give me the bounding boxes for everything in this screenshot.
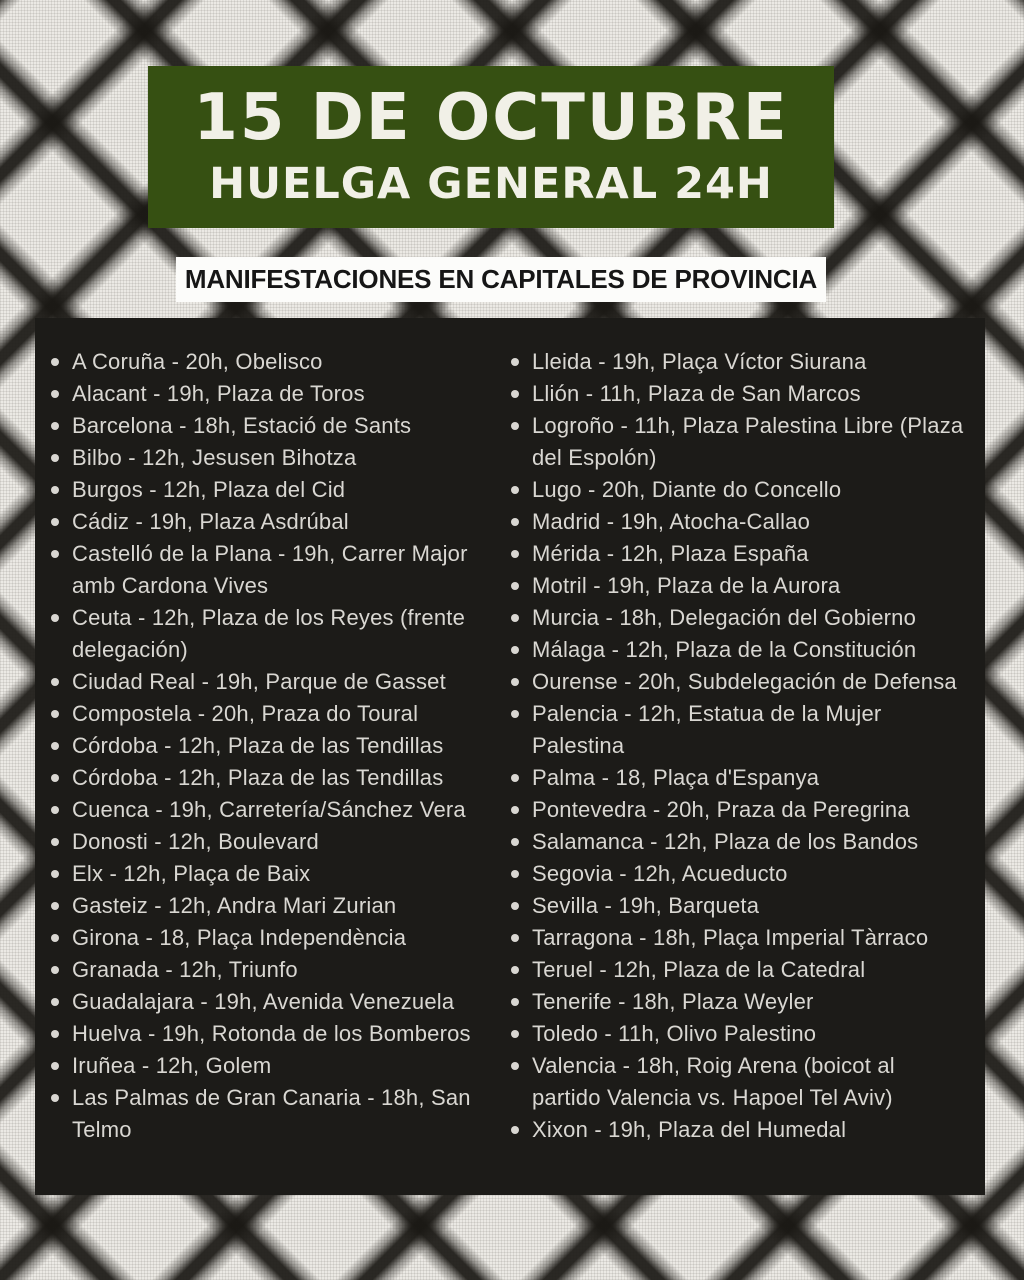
- list-item: [51, 346, 511, 378]
- list-item-text: Huelva - 19h, Rotonda de los Bomberos: [72, 1021, 471, 1046]
- list-item-text: Córdoba - 12h, Plaza de las Tendillas: [72, 765, 444, 790]
- list-item: [511, 506, 966, 538]
- bullet-icon: [51, 966, 59, 974]
- bullet-icon: [51, 678, 59, 686]
- bullet-icon: [511, 646, 519, 654]
- list-item: [511, 410, 966, 474]
- list-item-text: Gasteiz - 12h, Andra Mari Zurian: [72, 893, 397, 918]
- list-item: [511, 602, 966, 634]
- list-item: [511, 474, 966, 506]
- list-item: [51, 730, 511, 762]
- bullet-icon: [51, 902, 59, 910]
- bullet-icon: [51, 358, 59, 366]
- bullet-icon: [51, 742, 59, 750]
- list-item-text: Las Palmas de Gran Canaria - 18h, San Telmo: [72, 1085, 471, 1142]
- list-item: [511, 1114, 966, 1146]
- list-item: [51, 666, 511, 698]
- list-item-text: Castelló de la Plana - 19h, Carrer Major amb Cardona Vives: [72, 541, 468, 598]
- list-item: [511, 890, 966, 922]
- events-panel: [35, 318, 985, 1195]
- bullet-icon: [51, 934, 59, 942]
- list-item-text: Lleida - 19h, Plaça Víctor Siurana: [532, 349, 867, 374]
- list-item-text: Teruel - 12h, Plaza de la Catedral: [532, 957, 866, 982]
- list-item-text: Lugo - 20h, Diante do Concello: [532, 477, 842, 502]
- list-item: [51, 474, 511, 506]
- list-item: [51, 826, 511, 858]
- list-item: [511, 666, 966, 698]
- bullet-icon: [51, 1062, 59, 1070]
- events-column-left: [51, 346, 511, 1195]
- bullet-icon: [511, 934, 519, 942]
- list-item-text: Motril - 19h, Plaza de la Aurora: [532, 573, 841, 598]
- list-item-text: Barcelona - 18h, Estació de Sants: [72, 413, 412, 438]
- list-item-text: Burgos - 12h, Plaza del Cid: [72, 477, 346, 502]
- list-item: [511, 922, 966, 954]
- list-item: [511, 570, 966, 602]
- bullet-icon: [51, 390, 59, 398]
- list-item: [511, 858, 966, 890]
- list-item-text: Cuenca - 19h, Carretería/Sánchez Vera: [72, 797, 466, 822]
- list-item-text: Llión - 11h, Plaza de San Marcos: [532, 381, 861, 406]
- list-item-text: Toledo - 11h, Olivo Palestino: [532, 1021, 817, 1046]
- list-item: [51, 954, 511, 986]
- list-item-text: Murcia - 18h, Delegación del Gobierno: [532, 605, 917, 630]
- bullet-icon: [51, 550, 59, 558]
- list-item-text: Ciudad Real - 19h, Parque de Gasset: [72, 669, 446, 694]
- bullet-icon: [51, 454, 59, 462]
- bullet-icon: [51, 518, 59, 526]
- bullet-icon: [511, 1030, 519, 1038]
- list-item-text: Girona - 18, Plaça Independència: [72, 925, 407, 950]
- list-item: [511, 378, 966, 410]
- list-item-text: Pontevedra - 20h, Praza da Peregrina: [532, 797, 910, 822]
- list-item: [511, 1050, 966, 1114]
- list-item-text: Iruñea - 12h, Golem: [72, 1053, 272, 1078]
- list-item: [511, 698, 966, 762]
- list-item: [51, 890, 511, 922]
- list-item: [511, 826, 966, 858]
- list-item-text: Guadalajara - 19h, Avenida Venezuela: [72, 989, 455, 1014]
- list-item: [511, 954, 966, 986]
- list-item-text: Segovia - 12h, Acueducto: [532, 861, 788, 886]
- bullet-icon: [511, 486, 519, 494]
- banner-title-line2: HUELGA GENERAL 24H: [209, 159, 773, 210]
- bullet-icon: [511, 358, 519, 366]
- subtitle-bar: [176, 257, 826, 302]
- bullet-icon: [51, 806, 59, 814]
- bullet-icon: [511, 806, 519, 814]
- bullet-icon: [51, 486, 59, 494]
- bullet-icon: [51, 870, 59, 878]
- bullet-icon: [51, 710, 59, 718]
- bullet-icon: [51, 774, 59, 782]
- bullet-icon: [511, 582, 519, 590]
- list-item: [51, 986, 511, 1018]
- list-item-text: Alacant - 19h, Plaza de Toros: [72, 381, 365, 406]
- bullet-icon: [511, 1062, 519, 1070]
- list-item-text: Mérida - 12h, Plaza España: [532, 541, 809, 566]
- list-item-text: Palma - 18, Plaça d'Espanya: [532, 765, 820, 790]
- banner-title-line1: 15 DE OCTUBRE: [193, 80, 789, 155]
- list-item: [511, 794, 966, 826]
- list-item: [511, 346, 966, 378]
- subtitle-text: MANIFESTACIONES EN CAPITALES DE PROVINCIA: [184, 264, 818, 294]
- list-item: [51, 442, 511, 474]
- list-item: [511, 762, 966, 794]
- list-item: [511, 1018, 966, 1050]
- list-item-text: Córdoba - 12h, Plaza de las Tendillas: [72, 733, 444, 758]
- strike-banner: [148, 66, 834, 228]
- list-item: [51, 762, 511, 794]
- list-item: [51, 1050, 511, 1082]
- bullet-icon: [511, 998, 519, 1006]
- list-item: [51, 506, 511, 538]
- bullet-icon: [51, 998, 59, 1006]
- bullet-icon: [511, 422, 519, 430]
- bullet-icon: [51, 1094, 59, 1102]
- list-item-text: Tenerife - 18h, Plaza Weyler: [532, 989, 814, 1014]
- bullet-icon: [51, 838, 59, 846]
- list-item: [511, 538, 966, 570]
- bullet-icon: [511, 774, 519, 782]
- list-item-text: A Coruña - 20h, Obelisco: [72, 349, 323, 374]
- bullet-icon: [511, 518, 519, 526]
- bullet-icon: [511, 550, 519, 558]
- list-item-text: Ourense - 20h, Subdelegación de Defensa: [532, 669, 957, 694]
- list-item: [51, 378, 511, 410]
- bullet-icon: [511, 1126, 519, 1134]
- list-item: [511, 986, 966, 1018]
- bullet-icon: [511, 614, 519, 622]
- list-item: [51, 922, 511, 954]
- bullet-icon: [511, 838, 519, 846]
- list-item-text: Xixon - 19h, Plaza del Humedal: [532, 1117, 847, 1142]
- list-item: [51, 858, 511, 890]
- list-item: [51, 538, 511, 602]
- list-item-text: Madrid - 19h, Atocha-Callao: [532, 509, 811, 534]
- list-item-text: Ceuta - 12h, Plaza de los Reyes (frente delegación): [72, 605, 466, 662]
- list-item: [51, 698, 511, 730]
- bullet-icon: [511, 902, 519, 910]
- list-item: [51, 1018, 511, 1050]
- bullet-icon: [511, 966, 519, 974]
- list-item-text: Cádiz - 19h, Plaza Asdrúbal: [72, 509, 349, 534]
- list-item-text: Valencia - 18h, Roig Arena (boicot al partido Valencia vs. Hapoel Tel Aviv): [532, 1053, 895, 1110]
- list-item: [51, 1082, 511, 1146]
- list-item-text: Salamanca - 12h, Plaza de los Bandos: [532, 829, 919, 854]
- list-item-text: Tarragona - 18h, Plaça Imperial Tàrraco: [532, 925, 929, 950]
- bullet-icon: [51, 422, 59, 430]
- list-item-text: Donosti - 12h, Boulevard: [72, 829, 319, 854]
- list-item: [51, 602, 511, 666]
- list-item: [511, 634, 966, 666]
- bullet-icon: [51, 614, 59, 622]
- bullet-icon: [511, 390, 519, 398]
- events-column-right: [511, 346, 966, 1195]
- list-item: [51, 410, 511, 442]
- list-item-text: Compostela - 20h, Praza do Toural: [72, 701, 419, 726]
- list-item-text: Elx - 12h, Plaça de Baix: [72, 861, 311, 886]
- bullet-icon: [511, 710, 519, 718]
- list-item-text: Málaga - 12h, Plaza de la Constitución: [532, 637, 917, 662]
- list-item-text: Granada - 12h, Triunfo: [72, 957, 298, 982]
- bullet-icon: [511, 678, 519, 686]
- list-item-text: Logroño - 11h, Plaza Palestina Libre (Plaza del Espolón): [532, 413, 964, 470]
- list-item-text: Sevilla - 19h, Barqueta: [532, 893, 760, 918]
- list-item-text: Palencia - 12h, Estatua de la Mujer Palestina: [532, 701, 882, 758]
- list-item-text: Bilbo - 12h, Jesusen Bihotza: [72, 445, 357, 470]
- list-item: [51, 794, 511, 826]
- bullet-icon: [511, 870, 519, 878]
- bullet-icon: [51, 1030, 59, 1038]
